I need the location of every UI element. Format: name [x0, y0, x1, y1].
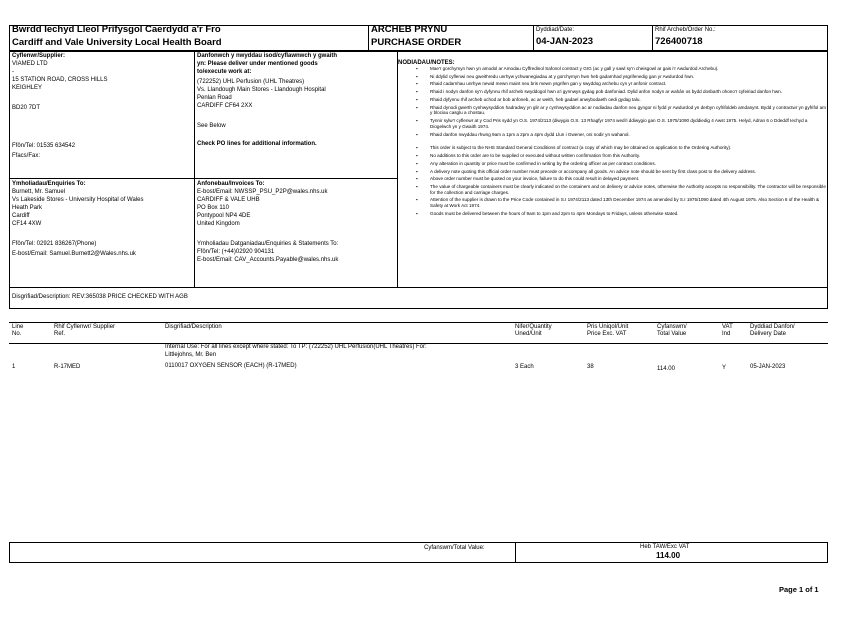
row-internal-use: Littlejohns, Mr. Ben	[165, 352, 217, 358]
row-description: 0110017 OXYGEN SENSOR (EACH) (R-17MED)	[165, 363, 297, 369]
supplier-phone: Ffôn/Tel: 01535 634542	[12, 143, 76, 149]
row-quantity: 3 Each	[515, 364, 534, 370]
delivery-address-line: (722252) UHL Perfusion (UHL Theatres)	[197, 79, 305, 85]
note-item	[398, 118, 826, 129]
invoices-email[interactable]: E-bost/Email: NWSSP_PSU_P2P@wales.nhs.uk	[197, 189, 328, 195]
invoices-label: Anfonebau/Invoices To:	[197, 181, 265, 187]
page-number: Page 1 of 1	[779, 585, 819, 594]
bullet-icon: ▪	[416, 153, 418, 159]
note-text: Ni ddylid cyflenwi neu gweithredu unrhyw ychwanegiadau at y gorchymyn hwn heb gadarnhad ysgrifenedig gan yr Awdurdod hwn.	[430, 73, 695, 79]
note-text: Above order number must be quoted on your invoice, failure to do this could result in delayed payment.	[430, 176, 640, 182]
row-internal-use: Internal Use: For all lines except where stated: To TP: (722252) UHL Perfusion(UHL Theatres) For:	[165, 344, 427, 350]
note-item	[398, 74, 826, 80]
supplier-address-2: KEIGHLEY	[12, 85, 43, 91]
note-text: No additions to this order are to be supplied or executed without written confirmation from this Authority.	[430, 153, 641, 159]
col-header-delivery-date: Dyddiad Danfon/ Delivery Date	[750, 324, 795, 337]
note-text: Any alteration in quantity or price must be confirmed in writing by the ordering officer as per contract conditions.	[430, 160, 656, 166]
note-item	[398, 132, 826, 138]
info-divider	[194, 51, 195, 287]
note-item	[398, 105, 826, 116]
bullet-icon: ▪	[416, 168, 418, 174]
bullet-icon: ▪	[416, 176, 418, 182]
delivery-address-line: Vs. Llandough Main Stores - Llandough Hospital	[197, 87, 326, 93]
bullet-icon: ▪	[416, 197, 418, 203]
bullet-icon: ▪	[416, 184, 418, 190]
doc-title-english: PURCHASE ORDER	[371, 37, 462, 48]
enquiries-address-line: Heath Park	[12, 205, 43, 211]
notes-english-list	[398, 145, 826, 216]
table-top-rule	[9, 322, 828, 323]
invoices-address-line: PO Box 110	[197, 205, 229, 211]
date-label: Dyddiad/Date:	[536, 27, 575, 33]
notes-section	[398, 60, 826, 219]
row-line-number: 1	[12, 364, 16, 370]
note-text: Rhaid dynodi gwerth cynhwysyddion hadradwy yn glir ar y cynhwysyddion ac ar nodiadau danfon neu gyngor ni fydd yr Awdurdod yn derbyn cyfrifoldeb amdanynt. Bydd y contractwr yn gyfrifol am y blociau casglu a chostau.	[430, 104, 826, 116]
supplier-name: VIAMED LTD	[12, 61, 48, 67]
invoices-address-line: Pontypool NP4 4DE	[197, 213, 251, 219]
delivery-check-note: Check PO lines for additional information.	[197, 141, 317, 147]
bullet-icon: ▪	[416, 89, 418, 95]
supplier-address-1: 15 STATION ROAD, CROSS HILLS	[12, 77, 108, 83]
row-supplier-ref: R-17MED	[54, 364, 81, 370]
bullet-icon: ▪	[416, 66, 418, 71]
header-divider	[368, 25, 369, 51]
note-item	[398, 197, 826, 208]
bullet-icon: ▪	[416, 145, 418, 151]
note-text: Rhaid danfon nwyddau rhwng 9am a 1pm a 2pm a 4pm dydd Llun i Gwener, oni nodir yn wahanol.	[430, 131, 630, 137]
note-item	[398, 211, 826, 217]
delivery-address-line: Penlan Road	[197, 95, 232, 101]
row-delivery-date: 05-JAN-2023	[750, 364, 786, 370]
note-text: The value of chargeable containers must be clearly indicated on the containers and on delivery or advice notes, otherwise the Authority accepts no responsibility. The contractor will be responsible for the collection and carriage charges.	[430, 184, 826, 195]
note-item	[398, 66, 826, 72]
total-value: 114.00	[656, 551, 681, 560]
note-item	[398, 81, 826, 87]
bullet-icon: ▪	[416, 73, 418, 79]
totals-divider	[515, 542, 516, 563]
note-text: Attention of the supplier is drawn to the Price Code contained in S.I 1974/2113 dated 13th December 1974 as amended by S.I 1975/1090 dated 4th August 1975. Also Section 6 of the Health & Safety at Work Act 1974.	[430, 197, 820, 209]
total-value-label: Cyfanswm/Total Value:	[424, 545, 485, 551]
note-item	[398, 89, 826, 95]
col-header-total: Cyfanswm/ Total Value	[657, 324, 687, 337]
enquiries-address-line: Cardiff	[12, 213, 30, 219]
note-item	[398, 145, 826, 151]
supplier-dash: -	[12, 69, 14, 75]
bullet-icon: ▪	[416, 160, 418, 166]
bullet-icon: ▪	[416, 81, 418, 87]
note-item	[398, 169, 826, 175]
col-header-description: Disgrifiad/Description	[165, 324, 222, 330]
note-text: Tynnir sylw'r cyflenwr at y Cod Pris sydd yn O.S. 1974/2113 (diwygio O.S. 13 Rhagfyr 1974 wedi'i ddiwygio gan O.S. 1975/1090 dyddiedig 4 Awst 1975. Helyd, Adran 6 o Ddeddf Iechyd a Diogelwch yn y Gwaith 1974.	[430, 118, 808, 129]
doc-title-welsh: ARCHEB PRYNU	[371, 24, 448, 35]
bullet-icon: ▪	[416, 210, 418, 216]
org-name-welsh: Bwrdd Iechyd Lleol Prifysgol Caerdydd a'r Fro	[12, 24, 221, 35]
notes-label: NODIADAU/NOTES:	[398, 60, 455, 66]
col-header-supplier-ref: Rhif Cyflenwr/ Supplier Ref.	[54, 324, 116, 337]
statements-email[interactable]: E-bost/Email: CAV_Accounts.Payable@wales.nhs.uk	[197, 257, 339, 263]
delivery-address-line: CARDIFF CF64 2XX	[197, 103, 253, 109]
bullet-icon: ▪	[416, 104, 418, 110]
delivery-label: to/execute work at:	[197, 69, 252, 75]
note-text: A delivery note quoting this official order number must precede or accompany all goods. An advice note should be sent by first class post to the delivery address.	[430, 168, 756, 174]
row-total: 114.00	[657, 366, 675, 372]
order-description: Disgrifiad/Description: REV:365038 PRICE CHECKED WITH AGB	[12, 294, 188, 300]
bullet-icon: ▪	[416, 131, 418, 137]
header-divider	[533, 25, 534, 51]
totals-frame	[9, 542, 828, 563]
date-value: 04-JAN-2023	[536, 36, 594, 47]
supplier-fax: Ffacs/Fax:	[12, 153, 41, 159]
bullet-icon: ▪	[416, 118, 418, 124]
row-unit-price: 38	[587, 364, 594, 370]
supplier-postcode: BD20 7DT	[12, 105, 41, 111]
statements-label: Ymholiadau Datganiadau/Enquiries & Statements To:	[197, 241, 339, 247]
col-header-quantity: Nifer/Quantity Uned/Unit	[515, 324, 552, 337]
delivery-label: yn: Please deliver under mentioned goods	[197, 61, 318, 67]
enquiries-phone: Ffôn/Tel: 02921 836267(Phone)	[12, 241, 97, 247]
note-item	[398, 184, 826, 195]
notes-welsh-list	[398, 66, 826, 137]
note-item	[398, 161, 826, 167]
col-header-unit-price: Pris Uniqol/Unit Price Exc. VAT	[587, 324, 629, 337]
note-text: Rhaid dyfynnu rhif archeb uchod ar bob anfoneb, ac ar weith, heb gadael anwybodaeth oedi gydag talu.	[430, 96, 641, 102]
enquiries-address-line: Vs Lakeside Stores - University Hospital of Wales	[12, 197, 144, 203]
info-divider	[9, 178, 397, 179]
note-item	[398, 153, 826, 159]
col-header-vat: VAT Ind	[722, 324, 733, 337]
note-item	[398, 97, 826, 103]
row-vat-ind: Y	[722, 365, 727, 371]
note-text: Mae'r gorchymyn hwn yn amodol ar Amodau Cyffredinol Safonol contract y GIG (ac y gall y sawl sy'n cheisgowl ar gais i'r Awdurdod Archebu).	[430, 66, 719, 71]
order-number-value: 726400718	[655, 36, 703, 47]
exc-vat-label: Heb TAW/Exc VAT	[640, 544, 690, 550]
enquiries-address-line: CF14 4XW	[12, 221, 42, 227]
supplier-label: Cyflenwr/Supplier:	[12, 53, 66, 59]
note-item	[398, 176, 826, 182]
enquiries-label: Ymholiadau/Enquiries To:	[12, 181, 86, 187]
delivery-see-below: See Below	[197, 123, 226, 129]
info-divider	[9, 287, 828, 288]
note-text: This order is subject to the NHS Standard General Conditions of contract (a copy of which may be obtained on application to the Ordering Authority).	[430, 145, 732, 151]
bullet-icon: ▪	[416, 96, 418, 102]
invoices-address-line: CARDIFF & VALE UHB	[197, 197, 260, 203]
org-name-english: Cardiff and Vale University Local Health Board	[12, 37, 222, 48]
col-header-line: Line No.	[12, 324, 24, 337]
note-text: Rhaid cadarnhau unrhyw newid mewn maint neu bris mewn ysgrifen gan y swyddog archebu cyn yr anfonir contract.	[430, 81, 667, 87]
note-text: Rhaid i nodyn danfon sy'n dyfynnu rhif archeb swyddogol hwn a'i gynnwys gydag pob danfoniad. Dylid anfon nodyn ar wahân os bydd dosbarth ohono'r cyfeiriad danfon hwn.	[430, 89, 782, 95]
invoices-address-line: United Kingdom	[197, 221, 240, 227]
order-number-label: Rhif Archeb/Order No.:	[655, 27, 716, 33]
enquiries-email[interactable]: E-bost/Email: Samuel.Burnett2@Wales.nhs.uk	[12, 251, 136, 257]
statements-phone: Ffôn/Tel: (+44)02920 904131	[197, 249, 275, 255]
header-divider	[652, 25, 653, 51]
delivery-label: Danfonwch y nwyddau isod/cyflawnwch y gwaith	[197, 53, 338, 59]
enquiries-contact-name: Burnett, Mr. Samuel	[12, 189, 66, 195]
note-text: Goods must be delivered between the hours of 9am to 1pm and 2pm to 4pm Mondays to Fridays, unless otherwise stated.	[430, 210, 679, 216]
